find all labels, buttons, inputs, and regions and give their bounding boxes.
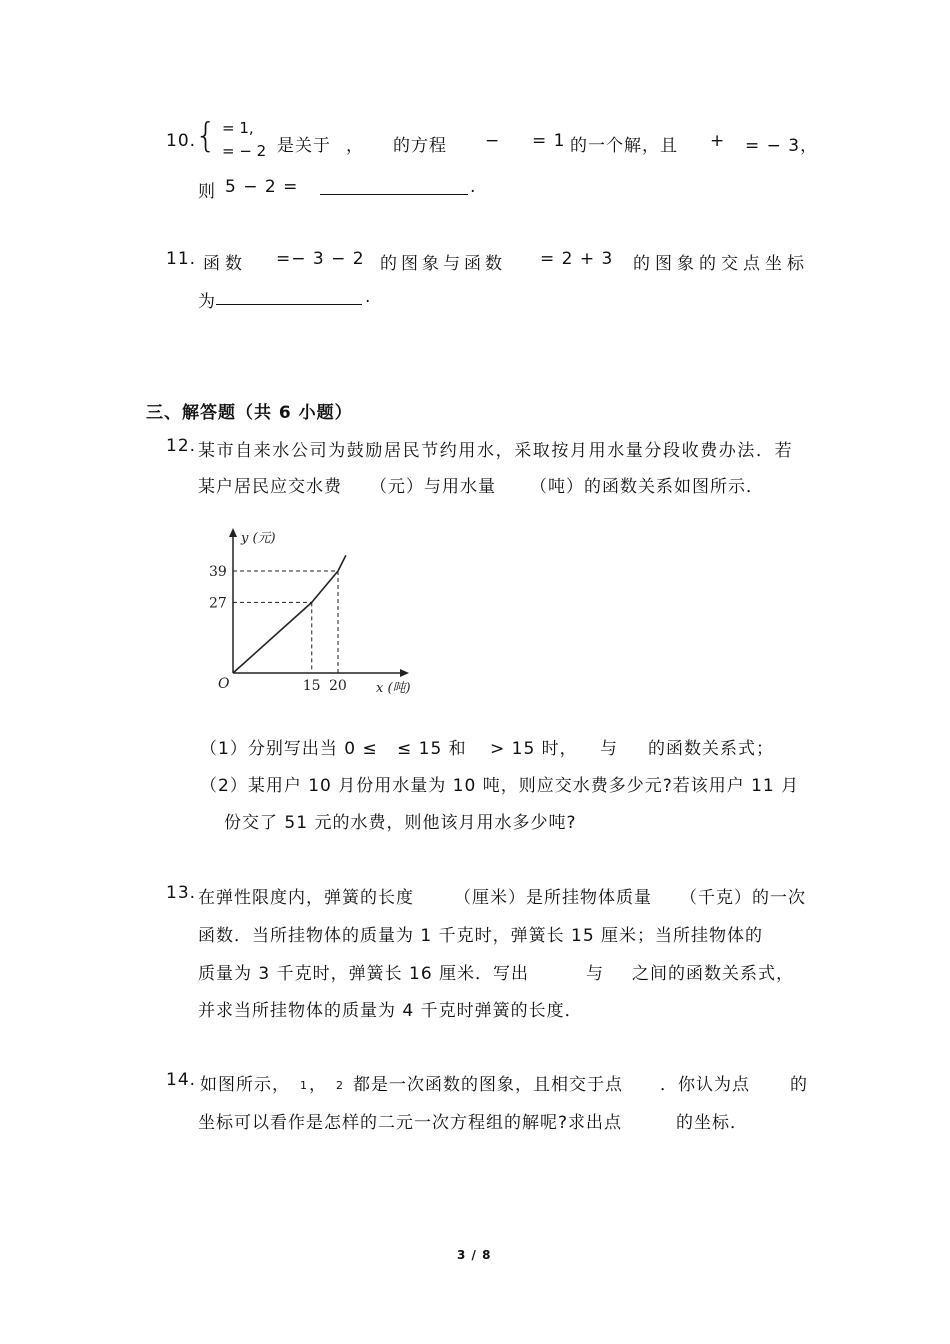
q12-sub2-line1: （2）某用户 10 月份用水量为 10 吨，则应交水费多少元?若该用户 11 月 xyxy=(200,776,800,796)
q14-text-2: 都是一次函数的图象，且相交于点 xyxy=(353,1075,623,1095)
q14-number: 14. xyxy=(166,1070,197,1090)
q14-comma: ， xyxy=(309,1075,327,1095)
q14-line2-a: 坐标可以看作是怎样的二元一次方程组的解呢?求出点 xyxy=(198,1113,623,1133)
q11-number: 11. xyxy=(166,249,197,269)
data-segment-2 xyxy=(312,571,338,602)
y-axis-arrow-icon xyxy=(229,528,237,537)
q13-line1-c: （千克）的一次 xyxy=(680,888,806,908)
data-segment-3 xyxy=(338,555,346,571)
q11-function-1: =− 3 − 2 xyxy=(276,249,365,269)
q13-line4: 并求当所挂物体的质量为 4 千克时弹簧的长度． xyxy=(198,1001,583,1021)
q12-sub1-b: ≤ 15 和 xyxy=(397,739,467,759)
q12-sub1-c: > 15 时， xyxy=(490,739,578,759)
q11-function-2: = 2 + 3 xyxy=(540,249,614,269)
q14-subscript-1: 1 xyxy=(300,1079,307,1092)
q13-line3-b: 与 xyxy=(586,964,604,984)
q13-line1-b: （厘米）是所挂物体质量 xyxy=(454,888,652,908)
q11-text-2: 的图象与函数 xyxy=(380,254,506,274)
q10-system-line2: = − 2 xyxy=(222,142,267,160)
x-tick-label: 20 xyxy=(329,678,347,694)
q13-line2: 函数．当所挂物体的质量为 1 千克时，弹簧长 15 厘米；当所挂物体的 xyxy=(198,926,764,946)
q10-line2-prefix: 则 xyxy=(198,182,216,202)
q14-line2-b: 的坐标． xyxy=(676,1113,748,1133)
y-axis-label: y (元) xyxy=(241,531,276,546)
q10-period: . xyxy=(470,177,477,197)
q10-minus: − xyxy=(485,131,501,151)
data-segment-1 xyxy=(233,602,312,673)
q10-eq1: = 1 xyxy=(532,131,566,151)
x-axis-arrow-icon xyxy=(400,669,409,677)
q10-answer-blank[interactable] xyxy=(320,178,468,195)
x-axis-label: x (吨) xyxy=(376,681,411,696)
q11-text-3: 的图象的交点坐标 xyxy=(633,254,809,274)
origin-label: O xyxy=(218,676,230,692)
q10-plus: + xyxy=(710,131,726,151)
q14-text-1: 如图所示， xyxy=(200,1075,290,1095)
q10-eq2: = − 3， xyxy=(745,136,819,156)
q13-line1-a: 在弹性限度内，弹簧的长度 xyxy=(198,888,414,908)
q12-sub2-line2: 份交了 51 元的水费，则他该月用水多少吨? xyxy=(224,813,577,833)
q11-line2-prefix: 为 xyxy=(198,292,216,312)
q11-answer-blank[interactable] xyxy=(216,288,362,305)
q13-number: 13. xyxy=(166,883,197,903)
q14-text-3: ．你认为点 xyxy=(660,1075,750,1095)
page-number: 3 / 8 xyxy=(457,1248,492,1262)
q14-subscript-2: 2 xyxy=(336,1079,343,1092)
q12-line2-c: （吨）的函数关系如图所示． xyxy=(530,477,764,497)
y-tick-label: 39 xyxy=(209,564,227,580)
q13-line3-a: 质量为 3 千克时，弹簧长 16 厘米．写出 xyxy=(198,964,530,984)
q10-text-1: 是关于 xyxy=(277,136,331,156)
q10-expression: 5 − 2 = xyxy=(225,177,299,197)
q10-text-2: 的方程 xyxy=(393,136,447,156)
q10-system-line1: = 1, xyxy=(222,119,254,137)
q14-text-4: 的 xyxy=(790,1075,808,1095)
q11-period: . xyxy=(365,287,372,307)
q12-line2-b: （元）与用水量 xyxy=(370,477,496,497)
q11-text-1: 函数 xyxy=(203,254,247,274)
q10-text-3: 的一个解，且 xyxy=(570,136,678,156)
q13-line3-c: 之间的函数关系式， xyxy=(632,964,794,984)
left-brace-icon: { xyxy=(195,116,217,156)
q12-sub1-a: （1）分别写出当 0 ≤ xyxy=(200,739,378,759)
q12-line2-a: 某户居民应交水费 xyxy=(198,477,342,497)
section-heading: 三、解答题（共 6 小题） xyxy=(146,403,353,423)
q10-comma: ， xyxy=(346,136,364,156)
q10-number: 10. xyxy=(166,131,197,151)
q12-line1: 某市自来水公司为鼓励居民节约用水，采取按月用水量分段收费办法．若 xyxy=(198,441,794,461)
q12-number: 12. xyxy=(166,436,197,456)
x-tick-label: 15 xyxy=(302,678,321,694)
q12-sub1-e: 的函数关系式； xyxy=(648,739,774,759)
y-tick-label: 27 xyxy=(209,595,227,612)
q12-sub1-d: 与 xyxy=(600,739,618,759)
water-fee-chart xyxy=(200,520,420,705)
